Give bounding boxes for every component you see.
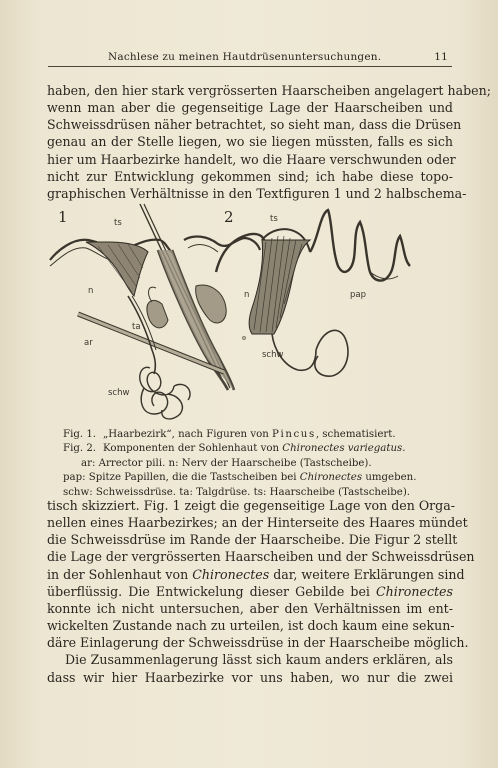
- text-line: däre Einlagerung der Schweissdrüse in der Haarscheibe möglich.: [47, 635, 469, 651]
- text-line: überflüssig. Die Entwickelung dieser Gebilde bei Chironectes: [47, 583, 453, 599]
- text-line: tisch skizziert. Fig. 1 zeigt die gegenseitige Lage von den Orga-: [47, 498, 456, 513]
- paragraph-1: [47, 82, 491, 202]
- text-line: wenn man aber die gegenseitige Lage der Haarscheiben und: [47, 100, 453, 116]
- figure-caption: [63, 428, 441, 500]
- figure-1-and-2: [48, 200, 452, 430]
- label-pap: pap: [350, 290, 366, 300]
- label-ts-fig2: ts: [270, 214, 278, 224]
- running-title: Nachlese zu meinen Hautdrüsenuntersuchungen.: [108, 51, 382, 63]
- figure-1-number: 1: [58, 208, 68, 226]
- text-line: wickelten Zustande nach zu urteilen, ist doch kaum eine sekun-: [47, 618, 455, 634]
- label-schw-fig2: schw: [262, 350, 284, 360]
- text-line: hier um Haarbezirke handelt, wo die Haare verschwunden oder: [47, 151, 456, 167]
- caption-fig2: Fig. 2. Komponenten der Sohlenhaut von Chironectes variegatus.: [63, 443, 406, 455]
- label-ta: ta: [132, 322, 141, 332]
- text-line: Die Zusammenlagerung lässt sich kaum anders erklären, als: [65, 652, 453, 668]
- label-n: n: [88, 286, 94, 296]
- page-number: 11: [434, 51, 448, 63]
- text-line: graphischen Verhältnisse in den Textfiguren 1 und 2 halbschema-: [47, 185, 467, 201]
- label-schw: schw: [108, 388, 130, 398]
- paragraph-2: [47, 497, 475, 686]
- text-line: in der Sohlenhaut von Chironectes dar, weitere Erklärungen sind: [47, 566, 465, 582]
- figure-2-number: 2: [224, 208, 234, 226]
- text-line: nicht zur Entwicklung gekommen sind; ich habe diese topo-: [47, 168, 453, 184]
- text-line: dass wir hier Haarbezirke vor uns haben, wo nur die zwei: [47, 669, 453, 685]
- text-line: haben, den hier stark vergrösserten Haarscheiben angelagert haben;: [47, 83, 491, 98]
- text-line: die Schweissdrüse im Rande der Haarscheibe. Die Figur 2 stellt: [47, 532, 458, 548]
- label-ts: ts: [114, 218, 122, 228]
- caption-legend-3: schw: Schweissdrüse. ta: Talgdrüse. ts: Haarscheibe (Tastscheibe).: [63, 486, 411, 498]
- text-line: nellen eines Haarbezirkes; an der Hinterseite des Haares mündet: [47, 515, 468, 531]
- text-line: konnte ich nicht untersuchen, aber den Verhältnissen im ent-: [47, 600, 453, 616]
- text-line: die Lage der vergrösserten Haarscheiben und der Schweissdrüsen: [47, 549, 475, 565]
- caption-legend-2: pap: Spitze Papillen, die die Tastscheiben bei Chironectes umgeben.: [63, 472, 417, 484]
- caption-fig1: Fig. 1. „Haarbezirk“, nach Figuren von Pincus, schematisiert.: [63, 429, 396, 440]
- label-n-fig2: n: [244, 290, 250, 300]
- label-ar: ar: [84, 338, 93, 348]
- text-line: genau an der Stelle liegen, wo sie liegen müssten, falls es sich: [47, 134, 453, 150]
- caption-legend-1: ar: Arrector pili. n: Nerv der Haarscheibe (Tastscheibe).: [81, 457, 372, 469]
- running-header: [48, 50, 452, 67]
- text-line: Schweissdrüsen näher betrachtet, so sieht man, dass die Drüsen: [47, 117, 462, 133]
